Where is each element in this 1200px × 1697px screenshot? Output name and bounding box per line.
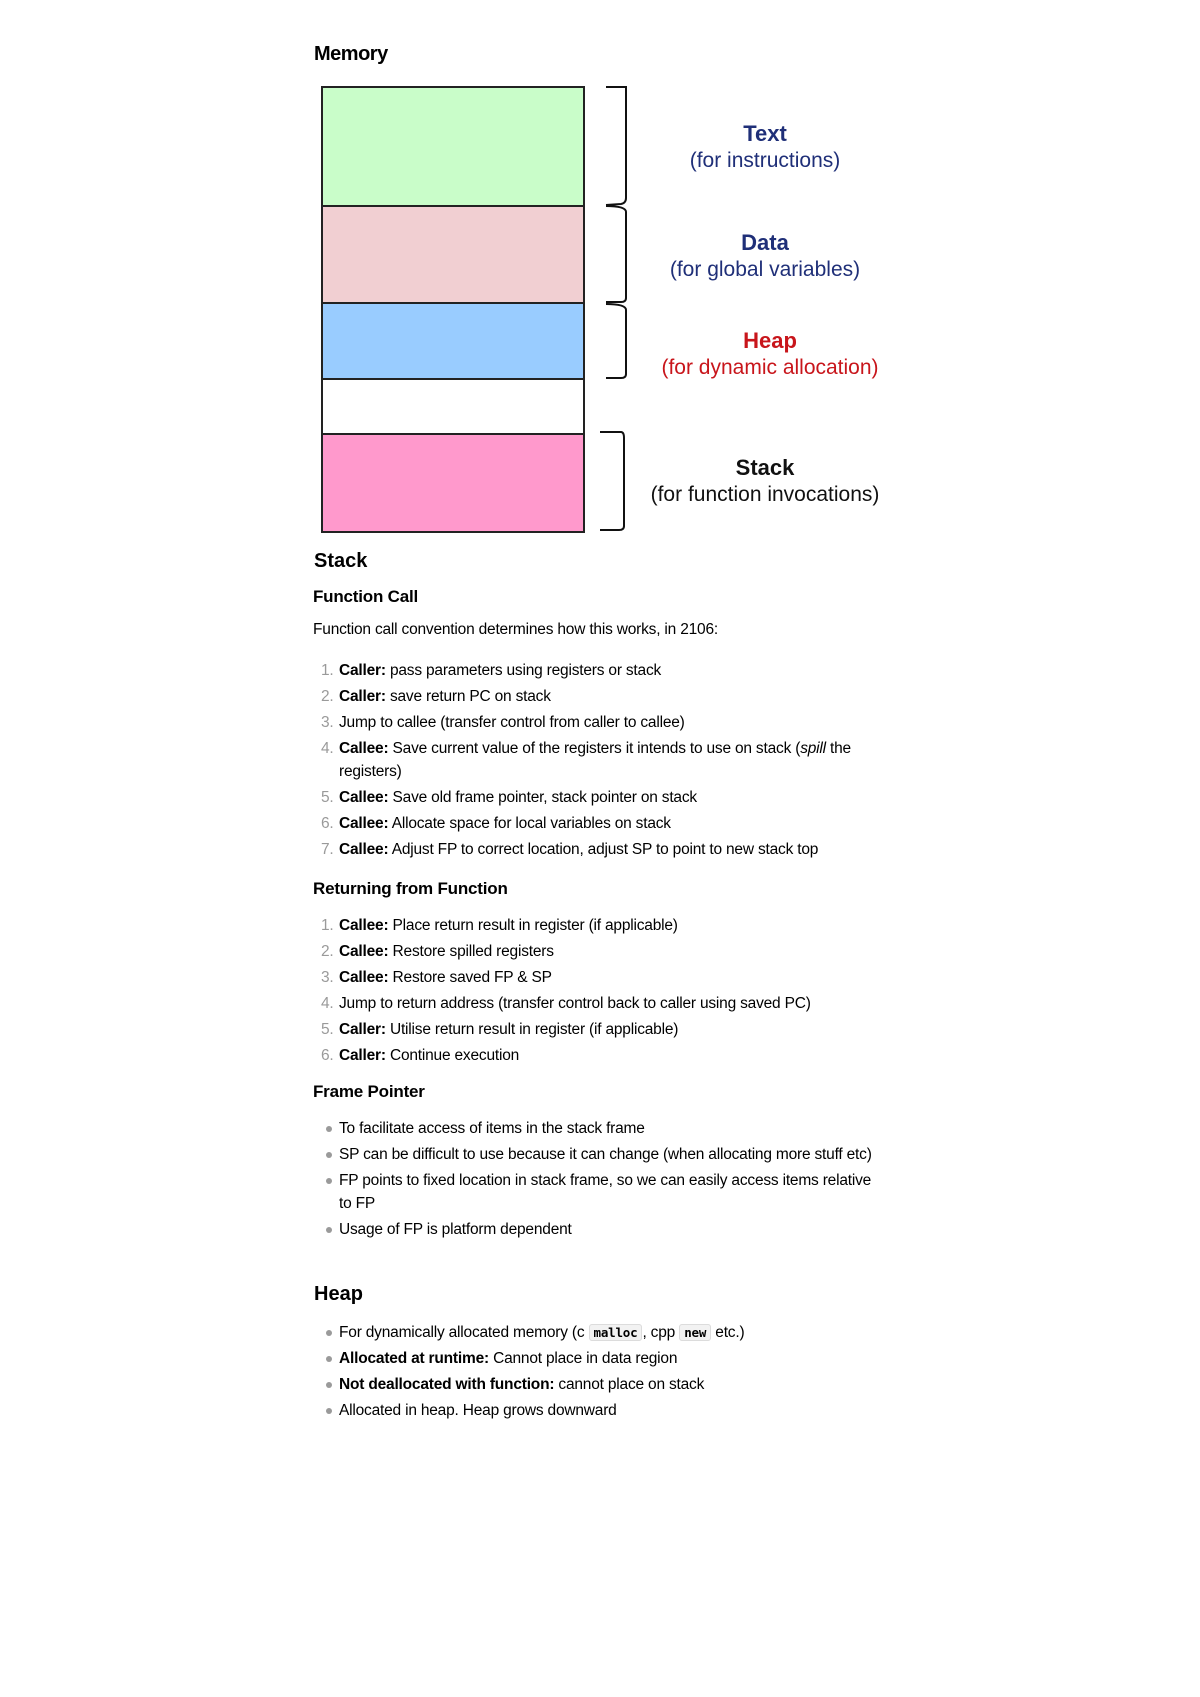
list-item <box>313 992 883 1015</box>
function-call-heading: Function Call <box>313 587 419 606</box>
item-text: save return PC on stack <box>385 688 551 705</box>
list-item <box>313 1218 883 1241</box>
list-number: 2. <box>321 943 334 960</box>
item-text: SP can be difficult to use because it can change (when allocating more stuff etc) <box>339 1146 872 1163</box>
segment-stack-title: Stack <box>735 455 795 480</box>
list-item <box>313 1347 883 1370</box>
segment-stack-subtitle: (for function invocations) <box>650 483 880 506</box>
list-item <box>313 685 883 708</box>
item-role: Caller: <box>339 662 386 679</box>
segment-text-label <box>640 120 890 174</box>
segment-heap-label <box>640 327 900 381</box>
list-number: 6. <box>321 815 334 832</box>
item-text: etc.) <box>711 1324 745 1341</box>
item-role: Callee: <box>339 841 389 858</box>
item-role: Callee: <box>339 740 389 757</box>
item-text: Usage of FP is platform dependent <box>339 1221 572 1238</box>
list-item <box>313 786 883 809</box>
bullet-icon <box>326 1356 332 1362</box>
item-text: For dynamically allocated memory (c <box>339 1324 589 1341</box>
list-item <box>313 1169 883 1215</box>
list-item <box>313 1321 883 1344</box>
item-role: Callee: <box>339 917 389 934</box>
item-text: Continue execution <box>385 1047 520 1064</box>
list-number: 1. <box>321 662 334 679</box>
bullet-icon <box>326 1330 332 1336</box>
segment-stack-label <box>630 454 900 508</box>
list-item <box>313 914 883 937</box>
list-number: 2. <box>321 688 334 705</box>
item-role: Callee: <box>339 789 389 806</box>
list-item <box>313 812 883 835</box>
item-text: Save old frame pointer, stack pointer on stack <box>388 789 697 806</box>
list-number: 5. <box>321 789 334 806</box>
segment-heap-title: Heap <box>743 328 797 353</box>
segment-data-label <box>640 229 890 283</box>
list-number: 7. <box>321 841 334 858</box>
list-item <box>313 1044 883 1067</box>
heap-list <box>313 1321 883 1425</box>
segment-heap-box <box>322 303 584 379</box>
memory-heading: Memory <box>314 43 388 65</box>
list-item <box>313 711 883 734</box>
list-number: 6. <box>321 1047 334 1064</box>
bullet-icon <box>326 1408 332 1414</box>
memory-diagram-svg <box>0 0 1200 540</box>
list-number: 3. <box>321 714 334 731</box>
list-item <box>313 737 883 783</box>
bullet-icon <box>326 1227 332 1233</box>
item-text: Utilise return result in register (if applicable) <box>385 1021 679 1038</box>
item-role: Callee: <box>339 815 389 832</box>
memory-layout-diagram <box>0 0 1200 540</box>
stack-heading: Stack <box>314 550 368 572</box>
item-role: Caller: <box>339 1021 386 1038</box>
list-number: 5. <box>321 1021 334 1038</box>
list-item <box>313 838 883 861</box>
segment-text-title: Text <box>743 121 787 146</box>
code-malloc: malloc <box>589 1324 643 1341</box>
function-call-intro: Function call convention determines how this works, in 2106: <box>313 621 718 638</box>
bullet-icon <box>326 1178 332 1184</box>
bullet-icon <box>326 1152 332 1158</box>
list-number: 1. <box>321 917 334 934</box>
list-item <box>313 966 883 989</box>
item-text: , cpp <box>642 1324 680 1341</box>
list-item <box>313 1373 883 1396</box>
item-role: Caller: <box>339 1047 386 1064</box>
list-item <box>313 1018 883 1041</box>
item-text: cannot place on stack <box>554 1376 705 1393</box>
segment-text-subtitle: (for instructions) <box>689 149 841 172</box>
item-text: Place return result in register (if applicable) <box>388 917 678 934</box>
item-text: To facilitate access of items in the stack frame <box>339 1120 645 1137</box>
code-new: new <box>679 1324 711 1341</box>
list-item <box>313 1143 883 1166</box>
segment-free-box <box>322 379 584 434</box>
item-text: FP points to fixed location in stack frame, so we can easily access items relative to FP <box>339 1172 872 1212</box>
item-text: Cannot place in data region <box>488 1350 678 1367</box>
item-role: Caller: <box>339 688 386 705</box>
returning-heading: Returning from Function <box>313 879 508 898</box>
item-text: Allocated in heap. Heap grows downward <box>339 1402 617 1419</box>
item-text: Adjust FP to correct location, adjust SP to point to new stack top <box>388 841 819 858</box>
bullet-icon <box>326 1382 332 1388</box>
item-text: Jump to callee (transfer control from caller to callee) <box>339 714 685 731</box>
list-number: 4. <box>321 740 334 757</box>
frame-pointer-list <box>313 1117 883 1244</box>
segment-stack-box <box>322 434 584 532</box>
item-italic: spill <box>800 740 826 757</box>
returning-list <box>313 914 883 1070</box>
function-call-list <box>313 659 883 864</box>
item-bold: Not deallocated with function: <box>339 1376 555 1393</box>
list-item <box>313 940 883 963</box>
item-text: Save current value of the registers it intends to use on stack ( <box>388 740 801 757</box>
item-text: Jump to return address (transfer control back to caller using saved PC) <box>339 995 811 1012</box>
list-item <box>313 659 883 682</box>
item-role: Callee: <box>339 969 389 986</box>
item-text-after: the registers) <box>339 740 851 780</box>
frame-pointer-heading: Frame Pointer <box>313 1082 425 1101</box>
brace-text <box>606 87 626 205</box>
segment-heap-subtitle: (for dynamic allocation) <box>661 356 879 379</box>
item-text: Allocate space for local variables on stack <box>388 815 671 832</box>
heap-heading: Heap <box>314 1283 363 1305</box>
item-text: pass parameters using registers or stack <box>385 662 662 679</box>
segment-text-box <box>322 87 584 206</box>
segment-data-box <box>322 206 584 303</box>
list-number: 3. <box>321 969 334 986</box>
segment-data-subtitle: (for global variables) <box>669 258 861 281</box>
brace-heap <box>606 304 626 378</box>
brace-data <box>606 206 626 302</box>
item-bold: Allocated at runtime: <box>339 1350 489 1367</box>
list-number: 4. <box>321 995 334 1012</box>
list-item <box>313 1117 883 1140</box>
list-item <box>313 1399 883 1422</box>
segment-data-title: Data <box>741 230 789 255</box>
item-role: Callee: <box>339 943 389 960</box>
brace-stack <box>600 432 624 530</box>
item-text: Restore saved FP & SP <box>388 969 552 986</box>
item-text: Restore spilled registers <box>388 943 554 960</box>
bullet-icon <box>326 1126 332 1132</box>
